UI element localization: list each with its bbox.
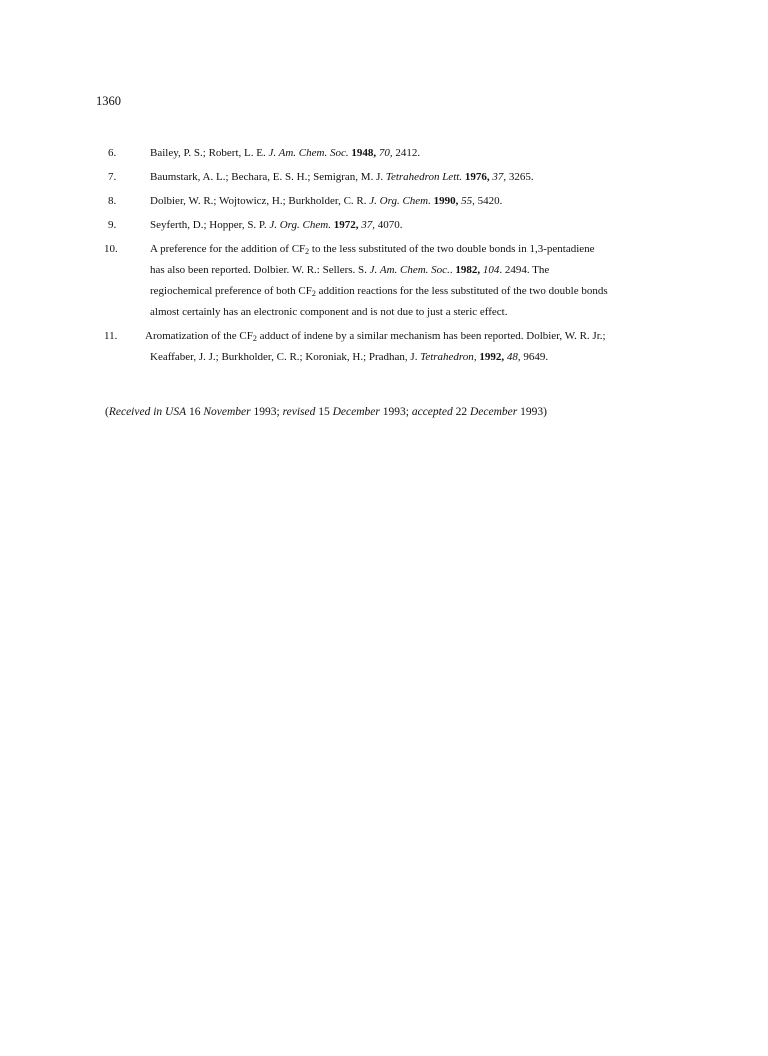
reference-line: A preference for the addition of $CF_2$ to the less substituted of the two double bonds in 1,3-pentadiene <box>150 243 595 256</box>
reference-journal: J. Am. Chem. Soc. <box>369 264 450 276</box>
reference-year: 1972 <box>333 219 356 231</box>
reference-number: 10. <box>104 243 118 255</box>
reference-volume: 37 <box>492 171 504 183</box>
reference-text: Bailey, P. S.; Robert, L. E. J. Am. Chem. Soc. 1948, 70, 2412. <box>150 147 421 159</box>
received-dates: (Received in USA 16 November 1993; revised 15 December 1993; accepted 22 December 1993) <box>105 406 547 418</box>
reference-volume: 37 <box>361 219 373 231</box>
reference-line: regiochemical preference of both $CF_2$ addition reactions for the less substituted of the two double bonds <box>150 285 608 298</box>
received-label: Received in USA <box>108 406 187 418</box>
reference-line: has also been reported. Dolbier. W. R.: Sellers. S. J. Am. Chem. Soc.. 1982, 104. 2494. The <box>150 264 550 276</box>
reference-authors: Baumstark, A. L.; Bechara, E. S. H.; Semigran, M. J. <box>150 171 386 183</box>
reference-text: Seyferth, D.; Hopper, S. P. J. Org. Chem. 1972, 37, 4070. <box>150 219 403 231</box>
reference-journal: J. Org. Chem. <box>269 219 331 231</box>
reference-item <box>100 215 700 236</box>
reference-pages: 2412. <box>395 147 421 159</box>
reference-text <box>145 239 700 323</box>
page-number: 1360 <box>96 94 121 108</box>
reference-volume: 70 <box>378 147 390 159</box>
reference-number: 11. <box>104 330 118 342</box>
reference-item <box>100 191 700 212</box>
reference-item <box>100 239 700 323</box>
reference-number: 6. <box>108 147 117 159</box>
reference-authors: Bailey, P. S.; Robert, L. E. <box>150 147 269 159</box>
revised-label: revised <box>282 406 316 418</box>
reference-volume: 55 <box>461 195 473 207</box>
reference-journal: J. Org. Chem. <box>369 195 431 207</box>
accepted-label: accepted <box>411 406 453 418</box>
reference-journal: Tetrahedron Lett. <box>385 171 463 183</box>
reference-year: 1992 <box>479 351 502 363</box>
reference-pages: 3265. <box>508 171 534 183</box>
reference-list <box>100 143 700 371</box>
reference-text: Dolbier, W. R.; Wojtowicz, H.; Burkholder, C. R. J. Org. Chem. 1990, 55, 5420. <box>150 195 503 207</box>
reference-journal: Tetrahedron <box>420 351 474 363</box>
reference-line: Keaffaber, J. J.; Burkholder, C. R.; Koroniak, H.; Pradhan, J. Tetrahedron, 1992, 48, 9649. <box>150 351 549 363</box>
reference-volume: 104 <box>482 264 500 276</box>
reference-number: 8. <box>108 195 117 207</box>
reference-authors: Seyferth, D.; Hopper, S. P. <box>150 219 270 231</box>
reference-item <box>100 326 700 368</box>
reference-year: 1990 <box>433 195 456 207</box>
reference-year: 1982 <box>455 264 478 276</box>
reference-text: Baumstark, A. L.; Bechara, E. S. H.; Semigran, M. J. Tetrahedron Lett. 1976, 37, 3265. <box>150 171 534 183</box>
reference-year: 1976 <box>464 171 487 183</box>
reference-text <box>145 326 700 368</box>
reference-pages: 4070. <box>377 219 403 231</box>
reference-item <box>100 143 700 164</box>
reference-volume: 48 <box>506 351 518 363</box>
reference-year: 1948 <box>351 147 374 159</box>
reference-authors: Dolbier, W. R.; Wojtowicz, H.; Burkholder, C. R. <box>150 195 370 207</box>
reference-number: 7. <box>108 171 117 183</box>
reference-line: Aromatization of the $CF_2$ adduct of indene by a similar mechanism has been reported. Dolbier, W. R. Jr.; <box>145 330 606 343</box>
reference-line: almost certainly has an electronic component and is not due to just a steric effect. <box>150 306 508 318</box>
reference-number: 9. <box>108 219 117 231</box>
reference-item <box>100 167 700 188</box>
reference-pages: 5420. <box>477 195 503 207</box>
reference-journal: J. Am. Chem. Soc. <box>268 147 349 159</box>
